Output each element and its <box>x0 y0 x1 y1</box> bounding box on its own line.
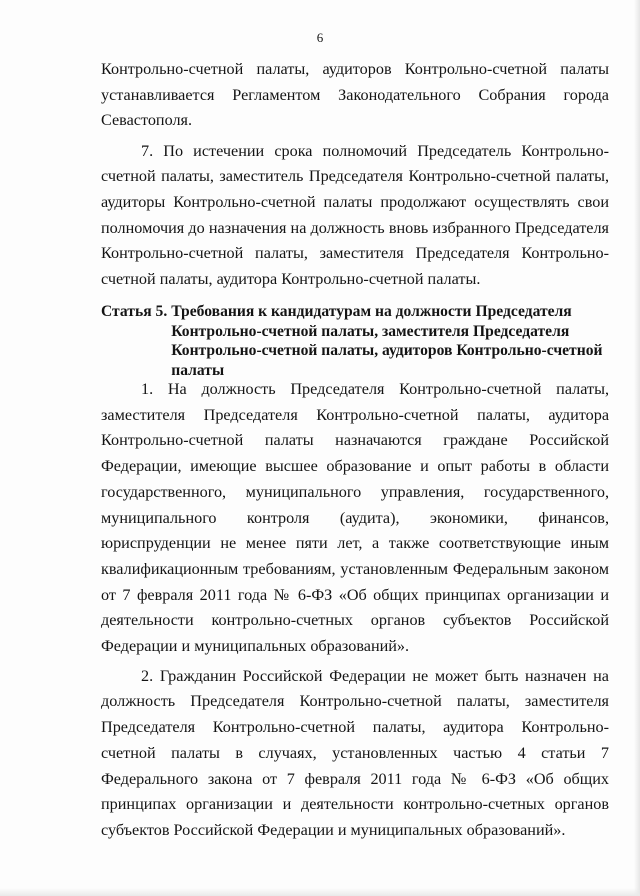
scan-edge-right <box>634 0 640 896</box>
paragraph-7: 7. По истечении срока полномочий Председатель Контрольно-счетной палаты, заместитель Председателя Контрольно-счетной палаты, аудиторы Контрольно-счетной палаты продолжают осуществлять свои полномочия до назначения на должность вновь избранного Председателя Контрольно-счетной палаты, заместителя Председателя Контрольно-счетной палаты, аудитора Контрольно-счетной палаты. <box>101 141 609 288</box>
document-body-top <box>101 57 609 292</box>
article-5-paragraph-1: 1. На должность Председателя Контрольно-счетной палаты, заместителя Председателя Контрольно-счетной палаты, аудитора Контрольно-счетной палаты назначаются граждане Российской Федерации, имеющие высшее образование и опыт работы в области государственного, муниципального управления, государственного, муниципального контроля (аудита), экономики, финансов, юриспруденции не менее пяти лет, а также соответствующие иным квалификационным требованиям, установленным Федеральным законом от 7 февраля 2011 года № 6-ФЗ «Об общих принципах организации и деятельности контрольно-счетных органов субъектов Российской Федерации и муниципальных образований». <box>101 380 609 656</box>
article-5-title: Требования к кандидатурам на должности Председателя Контрольно-счетной палаты, заместителя Председателя Контрольно-счетной палаты, аудиторов Контрольно-счетной палаты <box>171 303 603 379</box>
article-5-label: Статья 5. <box>101 303 168 320</box>
continuation-paragraph: Контрольно-счетной палаты, аудиторов Контрольно-счетной палаты устанавливается Регламентом Законодательного Собрания города Севастополя. <box>101 60 609 130</box>
page-number: 6 <box>316 30 324 45</box>
scan-edge-bottom <box>0 888 640 896</box>
article-5-heading <box>101 302 621 380</box>
article-5-paragraph-2: 2. Гражданин Российской Федерации не может быть назначен на должность Председателя Контрольно-счетной палаты, заместителя Председателя Контрольно-счетной палаты, аудитора Контрольно-счетной палаты в случаях, установленных частью 4 статьи 7 Федерального закона от 7 февраля 2011 года № 6-ФЗ «Об общих принципах организации и деятельности контрольно-счетных органов субъектов Российской Федерации и муниципальных образований». <box>101 666 609 839</box>
article-5-body <box>101 377 609 844</box>
